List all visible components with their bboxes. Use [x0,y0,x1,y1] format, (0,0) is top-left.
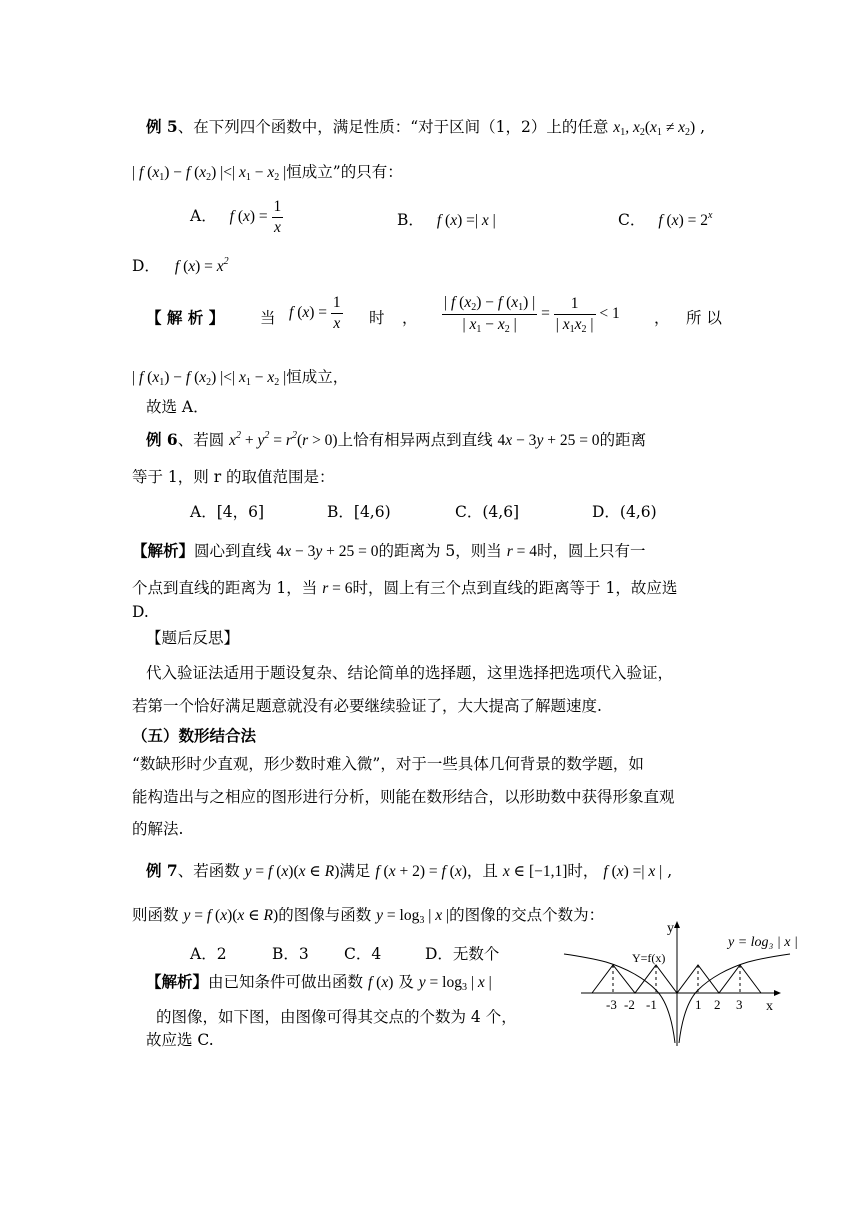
ex6-option-a: A．[4，6] [190,503,265,521]
ex6-sol2-a: 个点到直线的距离为 1，当 [132,579,318,597]
section5-p1: “数缺形时少直观，形少数时难入微”，对于一些具体几何背景的数学题，如 [132,755,644,773]
ex5-stem-line: 例 5、在下列四个函数中，满足性质：“对于区间（1，2）上的任意 $x_1$, $x_2(x_1 \ne x_2)$ , [146,117,706,138]
y-axis-label: y [667,921,674,936]
ex7-sol-b: 及 [398,973,414,991]
ex5-cond-tail: 恒成立”的只有： [286,163,403,181]
x-axis-arrow [774,990,781,996]
ex6-line-eq: 4x − 3y + 25 = 0 [497,432,600,449]
ex5-sol-comma: ， [402,309,418,327]
tick-1: 1 [695,997,702,1012]
ex5-sol-abs-inequality: | f $(x_1) - f$ $(x_2)$ |<| $x_1 - x_2$ | [132,369,287,388]
ex5-opt-b-formula: f (x) =| x | [436,212,496,229]
ex7-stem-line2 [132,906,604,927]
ex6-sol-line1 [132,542,646,562]
ex7-sol-line2: 的图像，如下图，由图像可得其交点的个数为 4 个， [156,1008,517,1026]
ex7-sol-line1 [146,973,492,994]
ex5-sol-comma2: ， [654,309,670,327]
ex5-option-c [618,208,712,230]
ex5-opt-c-formula: f $(x) = 2^x$ [658,210,713,229]
ex7-sol-log: $y = \log_3$ | x | [418,974,492,993]
ex5-sol-func: f (x) = $\frac{1}{x}$ [289,294,341,332]
ex7-option-c: C．4 [344,945,382,963]
ex5-opt-d-label: D． [132,257,160,275]
ex7-log-func: $y = \log_3$ | x | [376,907,450,926]
ex6-option-d: D．(4,6) [592,503,657,521]
ex6-option-b: B．[4,6) [327,503,391,521]
ex6-stem-line [146,430,646,451]
ex7-stem-b: 满足 [339,862,371,880]
ex7-abs-def: f (x) =| x | [603,863,663,880]
section5-p2: 能构造出与之相应的图形进行分析，则能在数形结合，以形助数中获得形象直观 [132,788,675,806]
ex6-sol-line3: D. [132,603,149,621]
ex7-option-b: B．3 [272,945,309,963]
section5-p3: 的解法. [132,820,184,838]
ex5-opt-a-formula: f (x) = $\frac{1}{x}$ [229,198,282,236]
ex6-stem-b: 上恰有相异两点到直线 [337,431,493,449]
reflection-title: 【题后反思】 [146,629,240,647]
ex5-stem: 在下列四个函数中，满足性质：“对于区间（1，2）上的任意 [193,118,609,136]
ex7-option-d: D．无数个 [425,945,500,963]
ex6-stem-a: 、若圆 [177,431,225,449]
ex7-func2: y = f (x)(x ∈ R) [183,907,279,924]
ex6-circle-eq: $x^2 + y^2 = r^2(r > 0)$ [229,430,338,449]
ex6-stem-c: 的距离 [599,431,647,449]
ex5-option-d [132,254,229,276]
ex5-sol-time: 时 [369,309,385,327]
y-axis-arrow [674,921,680,928]
ex7-periodic: f (x + 2) = f (x) [375,863,467,880]
ex5-sol-label: 【 解 析 】 [146,308,225,327]
ex7-sol-a: 由已知条件可做出函数 [208,973,364,991]
ex6-stem2: 等于 1，则 r 的取值范围是： [132,468,335,486]
tick-2: 2 [714,997,721,1012]
section5-title: （五）数形结合法 [132,726,257,745]
ex6-sol-label: 【解析】 [132,541,195,560]
ex6-sol-c: 时，圆上只有一 [537,542,646,560]
ex7-func-def: y = f (x)(x ∈ R) [244,863,340,880]
ex5-opt-c-label: C． [618,211,646,229]
ex5-answer: 故选 A． [146,398,209,416]
ex7-stem2-a: 则函数 [132,906,179,924]
ex5-sol-hold-line [132,368,348,389]
ex6-sol2-b: 时，圆上有三个点到直线的距离等于 1，故应选 [352,579,678,597]
ex7-stem-line: 例 7、若函数 y = f (x)(x ∈ R)满足 f (x + 2) = f (x)，且 x ∈ [−1,1]时， f (x) =| x | , [146,861,673,880]
ex5-sol-when: 当 [260,309,276,327]
ex6-sol-r4: r = 4 [506,543,538,560]
ex6-sol-r6: r = 6 [322,580,353,597]
tick-3: 3 [736,997,743,1012]
ex7-stem2-b: 的图像与函数 [278,906,372,924]
ex7-sol-line3: 故应选 C. [146,1031,214,1049]
ex6-sol-line2 [132,579,677,599]
ex6-label: 例 6 [146,430,178,449]
ex7-stem-d: 时， [567,862,599,880]
ex5-abs-inequality: | f $(x_1) - f$ $(x_2)$ |<| $x_1 - x_2$ | [132,164,287,183]
ex6-sol-b: 的距离为 5，则当 [378,542,502,560]
ex7-interval: x ∈ [−1,1] [502,863,568,880]
ex7-sol-label: 【解析】 [146,972,209,991]
reflection-p2: 若第一个恰好满足题意就没有必要继续验证了，大大提高了解题速度. [132,697,602,715]
x-axis-label: x [766,999,773,1014]
ex5-opt-d-formula: f $(x) = x^2$ [174,256,229,275]
ex5-sep: 、 [177,118,194,136]
ex7-stem-a: 、若函数 [177,862,240,880]
ex6-sol-line-eq: 4x − 3y + 25 = 0 [276,543,379,560]
ex5-opt-b-label: B． [397,211,424,229]
ex7-option-a: A．2 [190,945,227,963]
tick-neg1: -1 [646,997,657,1012]
ex7-graph-figure [556,918,826,1048]
tick-neg3: -3 [606,997,617,1012]
ex6-sol-a: 圆心到直线 [194,542,272,560]
ex5-condition-line [132,163,403,184]
ex5-sol-hold: 恒成立， [286,368,349,386]
ex7-stem-c: ，且 [466,862,498,880]
ex5-opt-a-label: A． [190,207,217,226]
ex5-sol-ratio: $\frac{| f (x_2) - f (x_1) |}{| x_1 - x_2 |}$ = $\frac{1}{| x_1x_2 |}$ < 1 [444,294,620,335]
ex7-label: 例 7 [146,861,178,880]
ex5-sol-so: 所 以 [686,309,722,327]
tick-neg2: -2 [624,997,635,1012]
ex5-var-expr: $x_1$, $x_2(x_1 \ne x_2)$ [613,119,696,138]
ex5-label: 例 5 [146,117,178,136]
ex7-stem2-c: 的图像的交点个数为： [449,906,605,924]
log-curve-label: y = log₃ | x | [728,935,798,950]
ex5-option-b [397,208,496,230]
ex6-option-c: C．(4,6] [455,503,520,521]
reflection-p1: 代入验证法适用于题设复杂、结论简单的选择题，这里选择把选项代入验证， [146,664,674,682]
ex5-option-a [190,198,283,237]
fx-curve-label: Y=f(x) [632,951,666,965]
ex7-sol-fx: f (x) [367,974,394,991]
